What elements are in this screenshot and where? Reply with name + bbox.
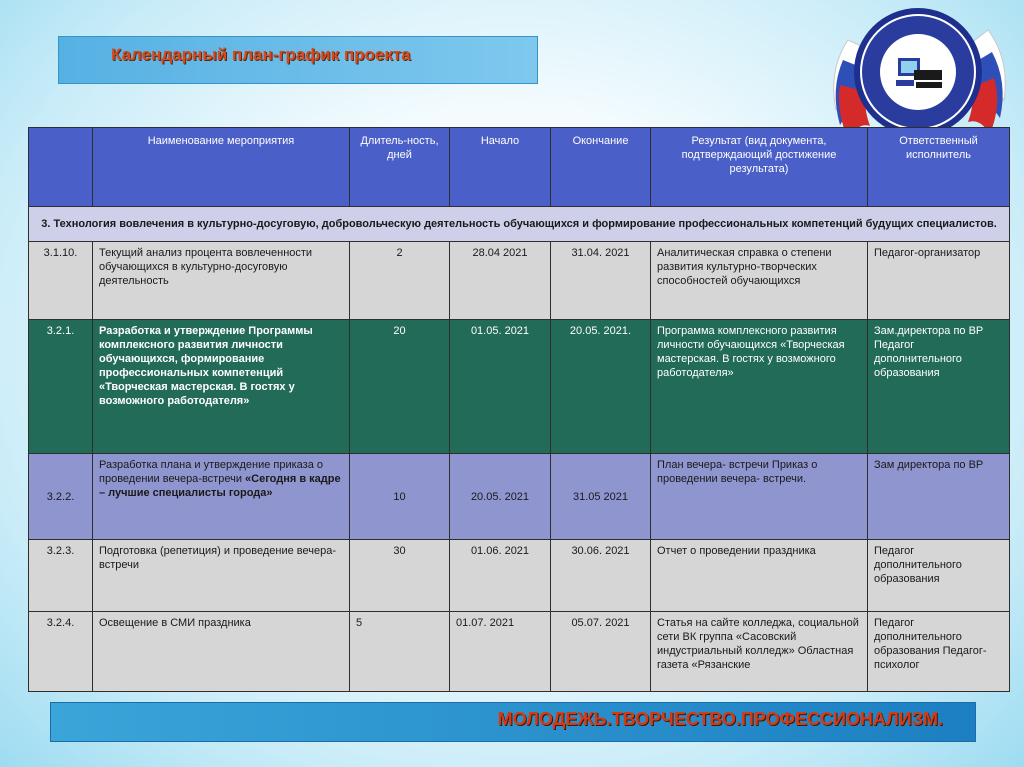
row-name [93,454,350,540]
row-duration: 10 [350,454,450,540]
row-result: Отчет о проведении праздника [651,540,868,612]
calendar-plan-table [28,127,1010,692]
header-end: Окончание [551,128,651,207]
table-row [29,454,1010,540]
header-num [29,128,93,207]
row-result: Аналитическая справка о степени развития культурно-творческих способностей обучающихся [651,242,868,320]
title-box [58,36,538,84]
slogan-text: МОЛОДЕЖЬ.ТВОРЧЕСТВО.ПРОФЕССИОНАЛИЗМ. [497,709,943,729]
row-name-prefix: Разработка плана и утверждение приказа о проведении вечера-встречи [99,459,324,485]
table-row [29,612,1010,692]
row-num: 3.2.4. [29,612,93,692]
row-num: 3.2.2. [29,454,93,540]
row-end: 31.05 2021 [551,454,651,540]
row-name: Подготовка (репетиция) и проведение вечера- встречи [93,540,350,612]
slogan-banner [50,702,976,742]
row-responsible: Педагог дополнительного образования [868,540,1010,612]
row-num: 3.1.10. [29,242,93,320]
row-duration: 20 [350,320,450,454]
row-name: Разработка и утверждение Программы комплексного развития личности обучающихся, формирование профессиональных компетенций «Творческая мастерская. В гостях у возможного работодателя» [93,320,350,454]
header-start: Начало [450,128,551,207]
header-duration: Длитель-ность, дней [350,128,450,207]
section-row [29,207,1010,242]
row-name: Текущий анализ процента вовлеченности обучающихся в культурно-досуговую деятельность [93,242,350,320]
row-start: 01.05. 2021 [450,320,551,454]
row-start: 01.07. 2021 [450,612,551,692]
header-responsible: Ответственный исполнитель [868,128,1010,207]
header-name: Наименование мероприятия [93,128,350,207]
table-header-row [29,128,1010,207]
row-responsible: Зам.директора по ВР Педагог дополнительного образования [868,320,1010,454]
row-responsible: Зам директора по ВР [868,454,1010,540]
slide-title: Календарный план-график проекта [111,45,411,64]
row-end: 30.06. 2021 [551,540,651,612]
row-duration: 30 [350,540,450,612]
table-row [29,540,1010,612]
row-start: 28.04 2021 [450,242,551,320]
row-responsible: Педагог дополнительного образования Педагог-психолог [868,612,1010,692]
row-duration: 5 [350,612,450,692]
row-name-bold: «Сегодня в кадре – лучшие специалисты города» [99,473,341,499]
row-duration: 2 [350,242,450,320]
row-responsible: Педагог-организатор [868,242,1010,320]
header-result: Результат (вид документа, подтверждающий достижение результата) [651,128,868,207]
row-name: Освещение в СМИ праздника [93,612,350,692]
row-num: 3.2.3. [29,540,93,612]
row-start: 20.05. 2021 [450,454,551,540]
table-row [29,242,1010,320]
row-result: План вечера- встречи Приказ о проведении вечера- встречи. [651,454,868,540]
row-num: 3.2.1. [29,320,93,454]
row-end: 31.04. 2021 [551,242,651,320]
row-start: 01.06. 2021 [450,540,551,612]
table-row [29,320,1010,454]
row-result: Программа комплексного развития личности обучающихся «Творческая мастерская. В гостях у возможного работодателя» [651,320,868,454]
row-result: Статья на сайте колледжа, социальной сети ВК группа «Сасовский индустриальный колледж» Областная газета «Рязанские [651,612,868,692]
row-end: 05.07. 2021 [551,612,651,692]
section-title: 3. Технология вовлечения в культурно-досуговую, добровольческую деятельность обучающихся и формирование профессиональных компетенций будущих специалистов. [29,207,1010,242]
row-end: 20.05. 2021. [551,320,651,454]
